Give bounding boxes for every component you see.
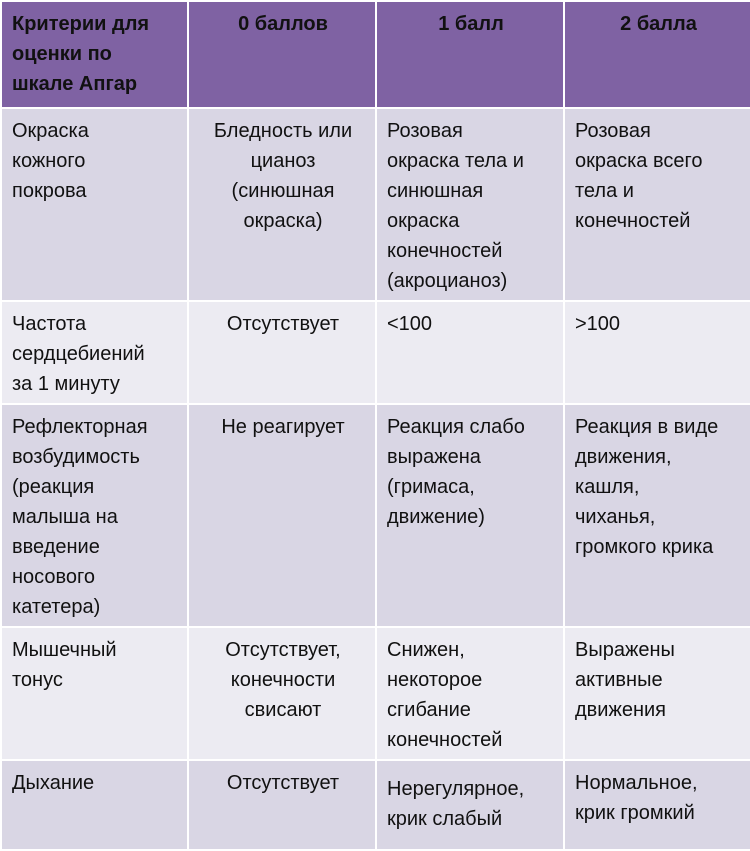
score-1-cell: Нерегулярное, крик слабый xyxy=(376,760,564,850)
score-0-cell: Бледность или цианоз (синюшная окраска) xyxy=(188,108,376,301)
table-header-row xyxy=(1,1,750,108)
table-row-skin-color xyxy=(1,108,750,301)
score-0-cell: Не реагирует xyxy=(188,404,376,627)
score-2-cell: Нормальное, крик громкий xyxy=(564,760,750,850)
score-1-cell: Реакция слабо выражена (гримаса, движение) xyxy=(376,404,564,627)
table-row-reflex-irritability xyxy=(1,404,750,627)
criterion-cell: Мышечный тонус xyxy=(1,627,188,760)
score-1-cell: Снижен, некоторое сгибание конечностей xyxy=(376,627,564,760)
score-2-cell: Реакция в виде движения, кашля, чиханья, громкого крика xyxy=(564,404,750,627)
table-row-heart-rate xyxy=(1,301,750,404)
score-1-cell: <100 xyxy=(376,301,564,404)
score-1-cell: Розовая окраска тела и синюшная окраска конечностей (акроцианоз) xyxy=(376,108,564,301)
header-criteria: Критерии для оценки по шкале Апгар xyxy=(1,1,188,108)
criterion-cell: Частота сердцебиений за 1 минуту xyxy=(1,301,188,404)
score-2-cell: Выражены активные движения xyxy=(564,627,750,760)
score-2-cell: >100 xyxy=(564,301,750,404)
header-0-points: 0 баллов xyxy=(188,1,376,108)
criterion-cell: Окраска кожного покрова xyxy=(1,108,188,301)
score-0-cell: Отсутствует xyxy=(188,760,376,850)
header-1-point: 1 балл xyxy=(376,1,564,108)
score-0-cell: Отсутствует, конечности свисают xyxy=(188,627,376,760)
table-row-muscle-tone xyxy=(1,627,750,760)
criterion-cell: Рефлекторная возбудимость (реакция малыша на введение носового катетера) xyxy=(1,404,188,627)
score-0-cell: Отсутствует xyxy=(188,301,376,404)
header-2-points: 2 балла xyxy=(564,1,750,108)
score-2-cell: Розовая окраска всего тела и конечностей xyxy=(564,108,750,301)
criterion-cell: Дыхание xyxy=(1,760,188,850)
